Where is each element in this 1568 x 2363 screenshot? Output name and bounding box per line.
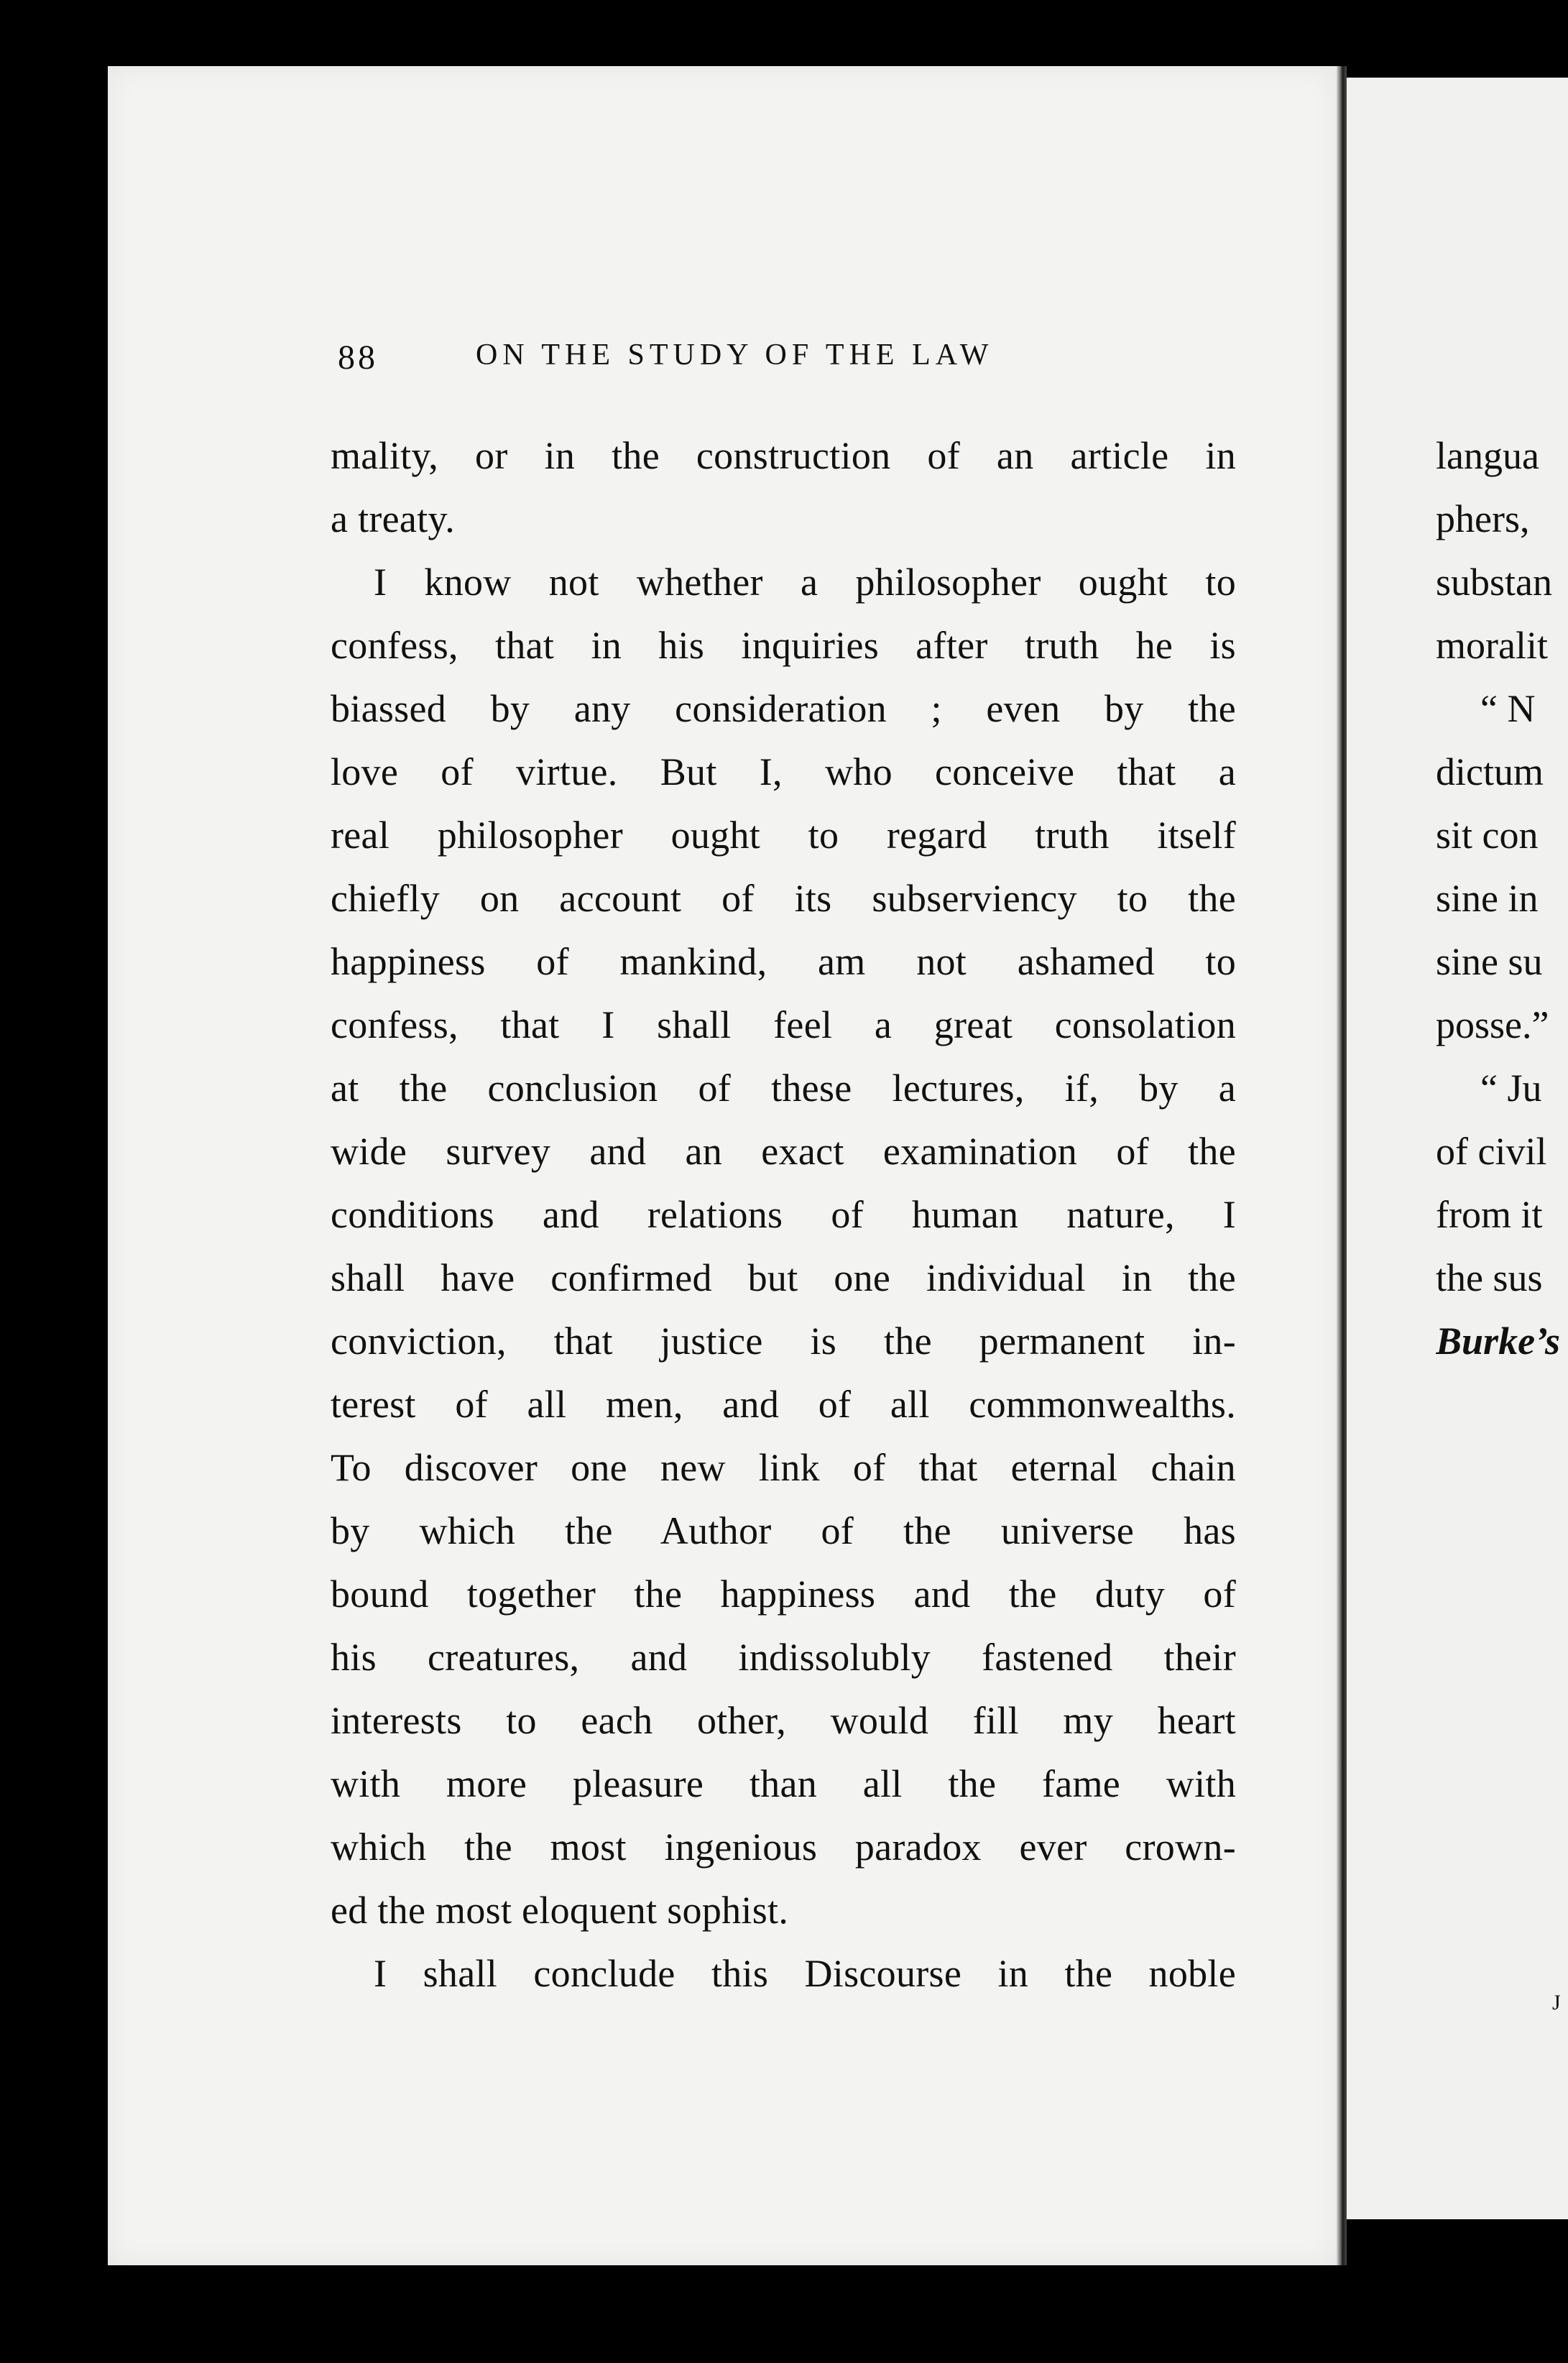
text-line: ed the most eloquent sophist. (331, 1889, 789, 1932)
text-line: chiefly on account of its subserviency to the (331, 877, 1236, 920)
facing-text-line: the sus (1436, 1256, 1543, 1299)
text-line: shall have confirmed but one individual in the (331, 1256, 1236, 1299)
facing-text-line: of civil (1436, 1130, 1547, 1173)
text-line: real philosopher ought to regard truth itself (331, 814, 1236, 857)
text-line: terest of all men, and of all commonwealths. (331, 1383, 1236, 1426)
body-text (331, 424, 1236, 2005)
text-line: interests to each other, would fill my heart (331, 1699, 1236, 1742)
facing-text-line: Burke’s (1436, 1319, 1561, 1363)
facing-text-line: sine su (1436, 940, 1543, 983)
text-line: a treaty. (331, 497, 456, 540)
facing-text-line: phers, (1436, 497, 1530, 540)
facing-text-line: sine in (1436, 877, 1539, 920)
text-line: I know not whether a philosopher ought to (374, 561, 1236, 604)
text-line: conditions and relations of human nature, I (331, 1193, 1236, 1236)
text-line: with more pleasure than all the fame with (331, 1762, 1236, 1805)
text-line: his creatures, and indissolubly fastened their (331, 1636, 1236, 1679)
running-head-title: ON THE STUDY OF THE LAW (476, 338, 994, 372)
text-line: conviction, that justice is the permanent in- (331, 1319, 1236, 1363)
facing-page-signature-mark: J (1552, 1991, 1561, 2014)
facing-text-line: sit con (1436, 814, 1539, 857)
text-line: love of virtue. But I, who conceive that a (331, 750, 1236, 793)
facing-text-line: from it (1436, 1193, 1543, 1236)
text-line: confess, that in his inquiries after truth he is (331, 624, 1236, 667)
text-line: bound together the happiness and the duty of (331, 1572, 1236, 1616)
text-line: by which the Author of the universe has (331, 1509, 1236, 1552)
facing-text-line: “ N (1480, 687, 1536, 730)
facing-text-line: substan (1436, 561, 1552, 604)
text-line: I shall conclude this Discourse in the noble (374, 1952, 1236, 1995)
facing-text-line: posse.” (1436, 1003, 1549, 1046)
book-gutter (1337, 66, 1347, 2265)
text-line: To discover one new link of that eternal chain (331, 1446, 1236, 1489)
facing-text-line: dictum (1436, 750, 1544, 793)
text-line: biassed by any consideration ; even by the (331, 687, 1236, 730)
page-number: 88 (338, 338, 378, 377)
text-line: at the conclusion of these lectures, if, by a (331, 1067, 1236, 1110)
running-head (338, 338, 1236, 388)
text-line: mality, or in the construction of an article in (331, 434, 1236, 477)
facing-text-line: langua (1436, 434, 1539, 477)
facing-page-text (1436, 424, 1568, 1373)
text-line: which the most ingenious paradox ever crown- (331, 1825, 1236, 1869)
facing-text-line: moralit (1436, 624, 1548, 667)
text-line: confess, that I shall feel a great consolation (331, 1003, 1236, 1046)
text-line: wide survey and an exact examination of the (331, 1130, 1236, 1173)
facing-text-line: “ Ju (1480, 1067, 1542, 1110)
text-line: happiness of mankind, am not ashamed to (331, 940, 1236, 983)
